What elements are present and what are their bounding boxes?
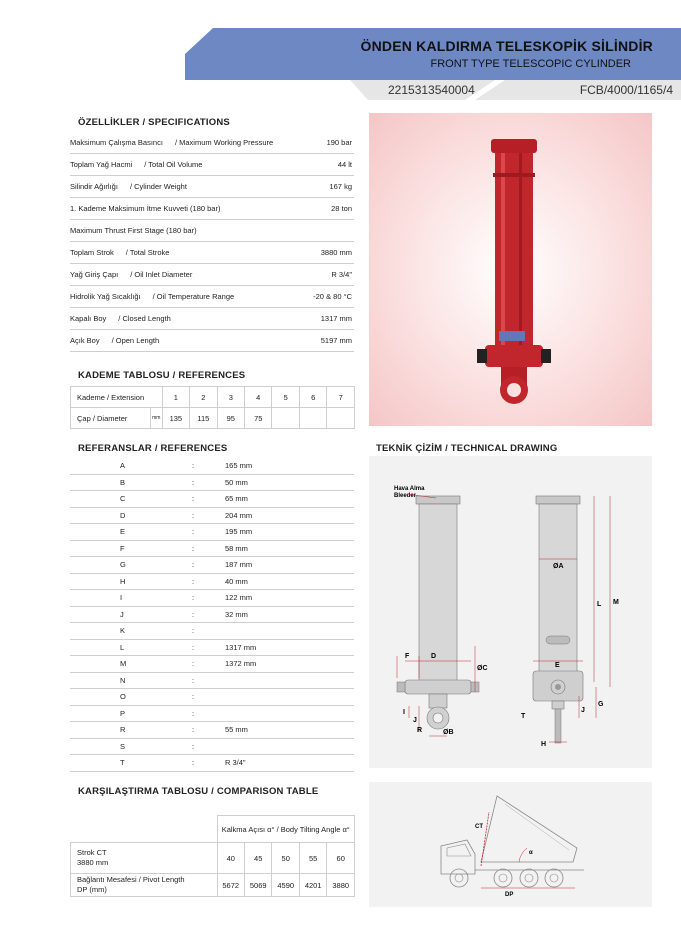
reference-key: J [120,609,124,619]
spec-value: 190 bar [326,138,352,147]
reference-row [70,721,354,739]
spec-value: 44 lt [337,160,352,169]
spec-value: 28 ton [331,204,352,213]
spec-value: -20 & 80 °C [313,292,352,301]
spec-row [70,198,354,220]
spec-row [70,154,354,176]
comparison-title: KARŞILAŞTIRMA TABLOSU / COMPARISON TABLE [78,786,319,797]
reference-key: P [120,708,126,718]
spec-label-tr: Açık Boy [70,336,100,345]
reference-key: M [120,659,127,668]
reference-value: 195 mm [225,527,253,536]
extension-number: 2 [190,387,217,408]
reference-row [70,639,354,657]
reference-separator: : [192,477,195,487]
spec-label-tr: Yağ Giriş Çapı [70,270,119,279]
diameter-value: 115 [190,408,217,429]
comparison-table [70,815,355,897]
spec-row [70,220,354,242]
pivot-length: 5069 [244,874,271,897]
reference-row [70,705,354,723]
tilt-angle: 40 [217,843,244,874]
page-title: ÖNDEN KALDIRMA TELESKOPİK SİLİNDİR [360,38,653,54]
spec-label-en: / Open Length [111,336,160,345]
spec-label-en: / Cylinder Weight [129,182,187,191]
reference-separator: : [192,708,195,718]
tilt-angle: 45 [244,843,271,874]
reference-row [70,754,354,772]
spec-value: R 3/4" [331,270,352,279]
svg-text:α: α [529,850,533,856]
stroke-label: Strok CT 3880 mm [71,843,218,874]
spec-row [70,176,354,198]
reference-key: O [120,692,126,701]
reference-separator: : [192,675,195,685]
extension-number: 1 [162,387,189,408]
spec-label-tr: Toplam Yağ Hacmi [70,160,133,169]
reference-row [70,474,354,492]
kademe-header-label: Kademe / Extension [71,387,163,408]
reference-value: 32 mm [225,609,248,619]
svg-text:D: D [431,653,437,660]
reference-key: I [120,593,123,602]
reference-separator: : [192,543,195,553]
spec-row [70,242,354,264]
reference-value: 50 mm [225,477,248,487]
reference-separator: : [192,494,195,503]
spec-label-tr: Toplam Strok [70,248,114,257]
model-code: FCB/4000/1165/4 [579,83,673,97]
truck-svg [369,782,652,907]
reference-separator: : [192,461,195,470]
spec-label-tr: Silindir Ağırlığı [70,182,118,191]
technical-title: TEKNİK ÇİZİM / TECHNICAL DRAWING [376,443,558,454]
spec-label-en: / Closed Length [118,314,171,323]
spec-label-tr: Kapalı Boy [70,314,107,323]
reference-value: 1372 mm [225,659,257,668]
reference-key: R [120,725,126,734]
reference-value: 187 mm [225,560,253,569]
reference-row [70,507,354,525]
svg-text:J: J [581,707,585,714]
svg-text:J: J [413,717,417,724]
spec-value: 1317 mm [320,314,352,323]
reference-value: 1317 mm [225,642,257,652]
svg-text:ØA: ØA [553,563,564,570]
spec-label-en: / Total Oil Volume [144,160,203,169]
reference-value: 40 mm [225,576,248,586]
reference-separator: : [192,510,195,520]
diameter-value: 95 [217,408,244,429]
reference-key: N [120,675,126,685]
product-photo [369,113,652,426]
drawing-svg [369,456,652,768]
diameter-value [299,408,326,429]
diameter-value: 75 [245,408,272,429]
pivot-length: 3880 [327,874,355,897]
cylinder-illustration [369,113,652,426]
truck-diagram [369,782,652,907]
reference-separator: : [192,741,195,751]
reference-separator: : [192,576,195,586]
reference-row [70,457,354,475]
diameter-value: 135 [162,408,189,429]
spec-label-en: / Total Stroke [125,248,170,257]
reference-row [70,606,354,624]
reference-row [70,738,354,756]
specs-title: ÖZELLİKLER / SPECIFICATIONS [78,117,230,128]
reference-value: 65 mm [225,494,248,503]
reference-key: T [120,758,125,767]
reference-row [70,573,354,591]
spec-label-tr: Hidrolik Yağ Sıcaklığı [70,292,141,301]
svg-text:M: M [613,599,619,606]
reference-key: A [120,461,126,470]
svg-text:Hava Alma: Hava Alma [394,486,425,492]
svg-text:ØC: ØC [477,665,488,672]
reference-key: B [120,477,126,487]
reference-row [70,490,354,508]
spec-label-en: / Oil Temperature Range [152,292,235,301]
references-title: REFERANSLAR / REFERENCES [78,443,228,454]
kademe-table [70,386,355,429]
spec-row [70,308,354,330]
spec-row [70,264,354,286]
svg-text:L: L [597,601,602,608]
angle-header: Kalkma Açısı α° / Body Tilting Angle α° [217,816,355,843]
reference-key: F [120,543,125,553]
reference-separator: : [192,626,195,635]
reference-key: E [120,527,126,536]
reference-separator: : [192,642,195,652]
tilt-angle: 60 [327,843,355,874]
reference-row [70,540,354,558]
extension-number: 3 [217,387,244,408]
tilt-angle: 50 [272,843,299,874]
diameter-value [272,408,299,429]
reference-key: D [120,510,126,520]
svg-text:Bleeder: Bleeder [394,493,417,499]
reference-key: G [120,560,126,569]
extension-number: 4 [245,387,272,408]
spec-label-en: / Maximum Working Pressure [174,138,274,147]
reference-value: 165 mm [225,461,253,470]
reference-row [70,672,354,690]
svg-text:ØB: ØB [443,729,454,736]
spec-label-tr: Maximum Thrust First Stage (180 bar) [70,226,197,235]
page-subtitle: FRONT TYPE TELESCOPIC CYLINDER [430,58,631,70]
spec-label-tr: 1. Kademe Maksimum İtme Kuvveti (180 bar) [70,204,221,213]
svg-text:G: G [598,701,604,708]
reference-row [70,523,354,541]
reference-separator: : [192,609,195,619]
reference-row [70,589,354,607]
reference-separator: : [192,659,195,668]
reference-value: 122 mm [225,593,253,602]
reference-separator: : [192,725,195,734]
spec-value: 167 kg [329,182,352,191]
spec-value: 5197 mm [320,336,352,345]
svg-text:DP: DP [505,892,514,898]
pivot-length: 4201 [299,874,326,897]
svg-text:CT: CT [475,824,483,830]
reference-separator: : [192,560,195,569]
extension-number: 5 [272,387,299,408]
reference-key: K [120,626,126,635]
reference-value: 55 mm [225,725,248,734]
kademe-unit: mm [150,408,162,429]
technical-drawing [369,456,652,768]
pivot-length: 5672 [217,874,244,897]
reference-row [70,688,354,706]
spec-row [70,286,354,308]
pivot-label: Bağlantı Mesafesi / Pivot Length DP (mm) [71,874,218,897]
svg-text:R: R [417,727,423,734]
svg-text:I: I [403,709,405,716]
svg-text:E: E [555,662,560,669]
reference-key: C [120,494,126,503]
header-band [185,28,681,80]
reference-value: 58 mm [225,543,248,553]
tilt-angle: 55 [299,843,326,874]
spec-label-tr: Maksimum Çalışma Basıncı [70,138,163,147]
reference-separator: : [192,527,195,536]
reference-separator: : [192,593,195,602]
spec-label-en: / Oil Inlet Diameter [130,270,193,279]
reference-row [70,655,354,673]
svg-text:H: H [541,741,547,748]
kademe-title: KADEME TABLOSU / REFERENCES [78,370,246,381]
extension-number: 7 [327,387,355,408]
reference-key: S [120,741,126,751]
reference-value: 204 mm [225,510,253,520]
spec-row [70,330,354,352]
diameter-value [327,408,355,429]
extension-number: 6 [299,387,326,408]
svg-text:F: F [405,653,410,660]
reference-key: H [120,576,126,586]
spec-value: 3880 mm [320,248,352,257]
pivot-length: 4590 [272,874,299,897]
kademe-row-label: Çap / Diameter [71,408,151,429]
svg-text:T: T [521,713,526,720]
reference-value: R 3/4" [225,758,246,767]
reference-key: L [120,642,125,652]
reference-separator: : [192,758,195,767]
spec-row [70,132,354,154]
part-number: 2215313540004 [388,83,475,97]
reference-separator: : [192,692,195,701]
reference-row [70,556,354,574]
reference-row [70,622,354,640]
